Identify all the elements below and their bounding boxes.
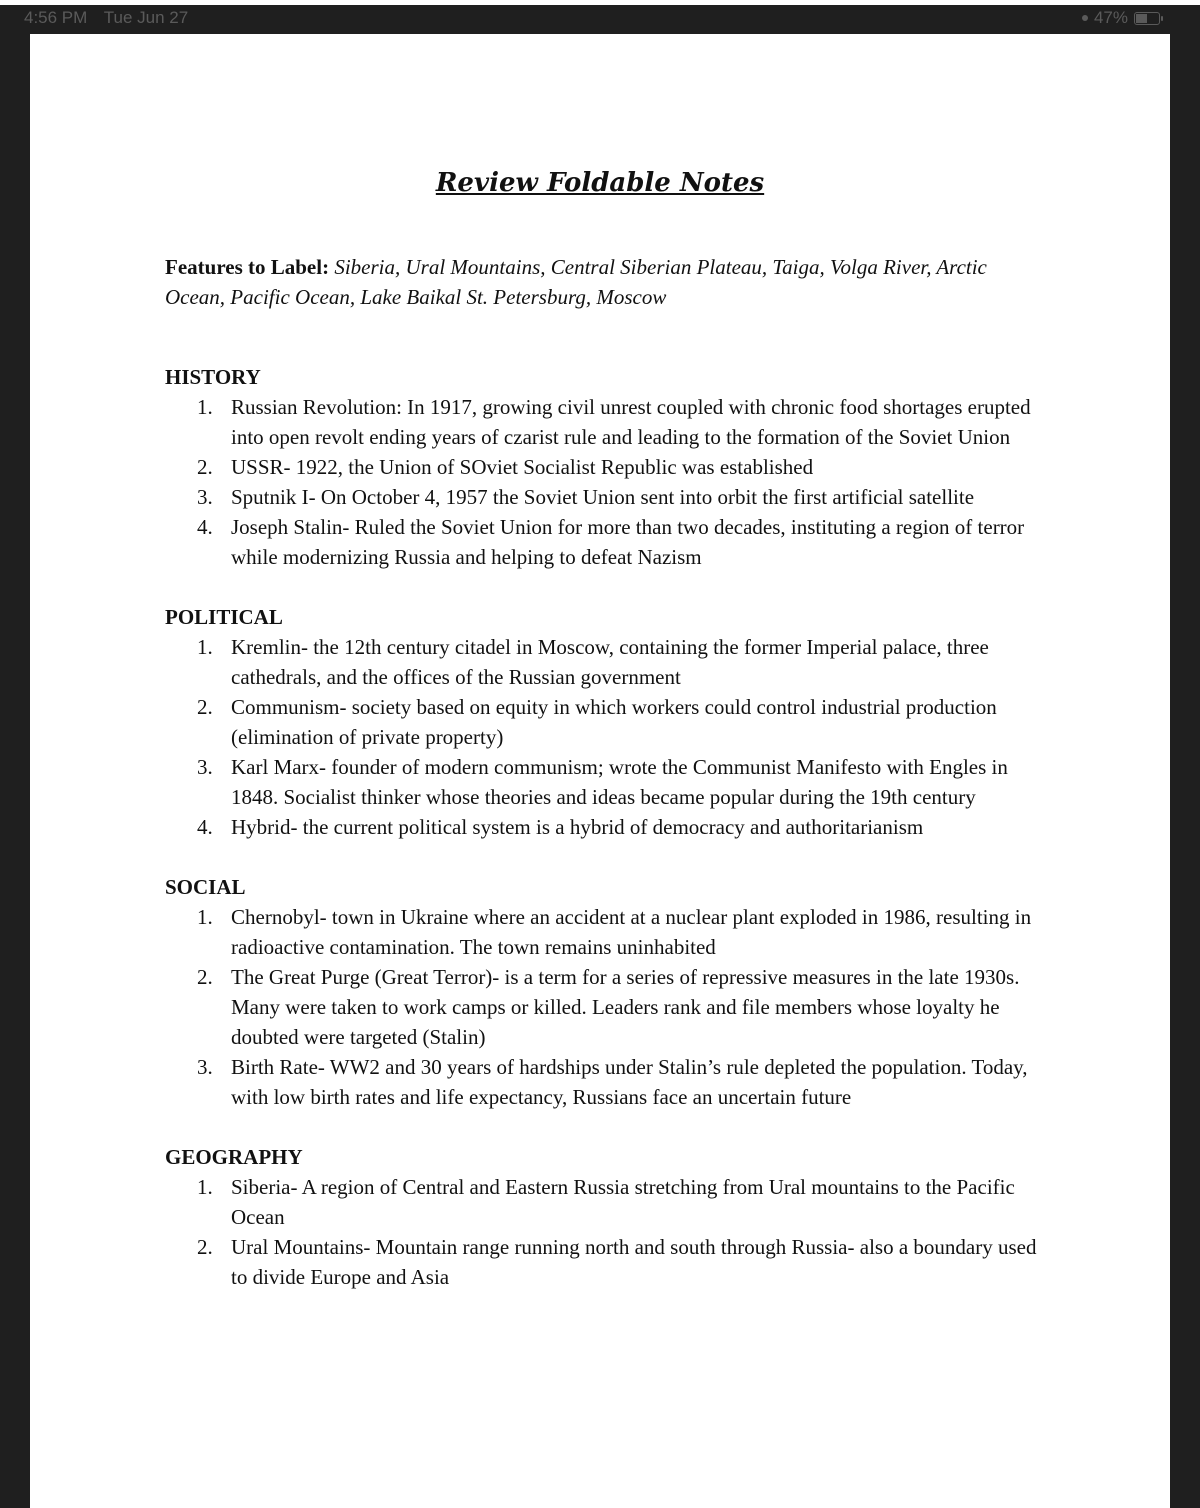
features-label: Features to Label: bbox=[165, 255, 330, 279]
section-list bbox=[165, 392, 1045, 572]
section-list bbox=[165, 1172, 1045, 1292]
section-geography bbox=[165, 1142, 1045, 1292]
list-item: 1. Chernobyl- town in Ukraine where an accident at a nuclear plant exploded in 1986, resulting in radioactive contamination. The town remains uninhabited bbox=[197, 905, 1032, 959]
battery-percent: 47% bbox=[1093, 8, 1128, 27]
list-item: 2. Communism- society based on equity in which workers could control industrial production (elimination of private property) bbox=[197, 695, 997, 749]
section-history bbox=[165, 362, 1045, 572]
section-political bbox=[165, 602, 1045, 842]
section-heading: POLITICAL bbox=[165, 605, 283, 629]
document-body bbox=[165, 252, 1045, 1292]
list-item: 1. Russian Revolution: In 1917, growing civil unrest coupled with chronic food shortages erupted into open revolt ending years of czarist rule and leading to the formation of the Soviet Union bbox=[197, 395, 1031, 449]
list-item: 2. USSR- 1922, the Union of SOviet Socialist Republic was established bbox=[197, 455, 814, 479]
status-date: Tue Jun 27 bbox=[103, 8, 189, 27]
list-item: 3. Birth Rate- WW2 and 30 years of hardships under Stalin’s rule depleted the population. Today, with low birth rates and life expectancy, Russians face an uncertain future bbox=[197, 1055, 1028, 1109]
status-bar bbox=[0, 5, 1200, 33]
section-heading: GEOGRAPHY bbox=[165, 1145, 303, 1169]
document-page[interactable] bbox=[30, 34, 1170, 1508]
list-item: 1. Kremlin- the 12th century citadel in Moscow, containing the former Imperial palace, three cathedrals, and the offices of the Russian government bbox=[197, 635, 989, 689]
section-list bbox=[165, 632, 1045, 842]
features-paragraph bbox=[165, 252, 1045, 312]
list-item: 3. Sputnik I- On October 4, 1957 the Soviet Union sent into orbit the first artificial satellite bbox=[197, 485, 975, 509]
list-item: 4. Hybrid- the current political system is a hybrid of democracy and authoritarianism bbox=[197, 815, 924, 839]
list-item: 3. Karl Marx- founder of modern communism; wrote the Communist Manifesto with Engles in 1848. Socialist thinker whose theories and ideas became popular during the 19th century bbox=[197, 755, 1008, 809]
list-item: 4. Joseph Stalin- Ruled the Soviet Union for more than two decades, instituting a region of terror while modernizing Russia and helping to defeat Nazism bbox=[197, 515, 1025, 569]
list-item: 2. The Great Purge (Great Terror)- is a term for a series of repressive measures in the late 1930s. Many were taken to work camps or killed. Leaders rank and file members whose loyalty he doubted were targeted (Stalin) bbox=[197, 965, 1020, 1049]
list-item: 1. Siberia- A region of Central and Eastern Russia stretching from Ural mountains to the Pacific Ocean bbox=[197, 1175, 1015, 1229]
features-list: Siberia, Ural Mountains, Central Siberian Plateau, Taiga, Volga River, Arctic Ocean, Pacific Ocean, Lake Baikal St. Petersburg, Moscow bbox=[165, 255, 987, 309]
document-title: Review Foldable Notes bbox=[435, 168, 765, 198]
section-social bbox=[165, 872, 1045, 1112]
section-list bbox=[165, 902, 1045, 1112]
signal-dot-icon bbox=[1082, 15, 1088, 21]
section-heading: SOCIAL bbox=[165, 875, 246, 899]
battery-icon bbox=[1134, 12, 1160, 25]
list-item: 2. Ural Mountains- Mountain range running north and south through Russia- also a boundary used to divide Europe and Asia bbox=[197, 1235, 1037, 1289]
status-time: 4:56 PM bbox=[24, 8, 88, 27]
section-heading: HISTORY bbox=[165, 365, 261, 389]
